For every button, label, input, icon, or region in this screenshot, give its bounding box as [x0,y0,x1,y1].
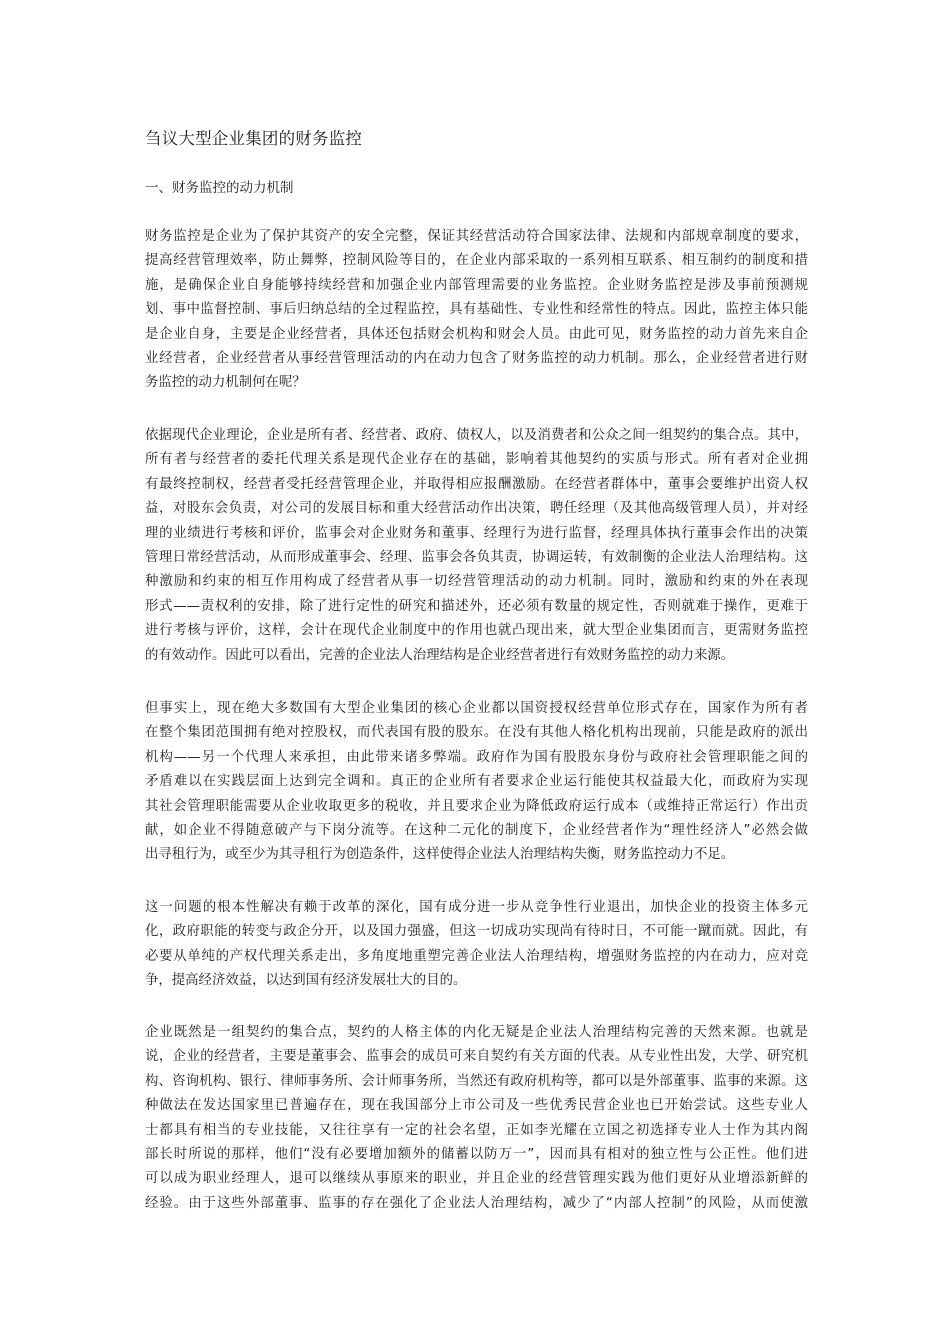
paragraph-line: 士都具有相当的专业技能，又往往享有一定的社会名望，正如李光耀在立国之初选择专业人士作为其内阁 [145,1122,808,1138]
paragraph-line: 所有者与经营者的委托代理关系是现代企业存在的基础，影响着其他契约的实质与形式。所有者对企业拥 [145,452,808,468]
paragraph-line: 益，对股东会负责，对公司的发展目标和重大经营活动作出决策，聘任经理（及其他高级管理人员），并对经 [145,501,808,517]
paragraph-line: 依据现代企业理论，企业是所有者、经营者、政府、债权人，以及消费者和公众之间一组契约的集合点。其中， [145,428,808,443]
paragraph-5 [145,1021,808,1216]
paragraph-line: 争，提高经济效益，以达到国有经济发展壮大的目的。 [145,973,467,989]
paragraph-line: 种做法在发达国家里已普遍存在，现在我国部分上市公司及一些优秀民营企业也已开始尝试。这些专业人 [145,1098,808,1114]
paragraph-line: 可以成为职业经理人，退可以继续从事原来的职业，并且企业的经营管理实践为他们更好从业增添新鲜的 [145,1171,808,1187]
paragraph-line: 业经营者，企业经营者从事经营管理活动的内在动力包含了财务监控的动力机制。那么，企业经营者进行财 [145,350,808,366]
paragraph-line: 构、咨询机构、银行、律师事务所、会计师事务所，当然还有政府机构等，都可以是外部董事、监事的来源。这 [145,1073,808,1089]
paragraph-3 [145,697,808,868]
paragraph-line: 必要从单纯的产权代理关系走出，多角度地重塑完善企业法人治理结构，增强财务监控的内在动力，应对竞 [145,948,808,964]
paragraph-line: 形式——责权利的安排，除了进行定性的研究和描述外，还必须有数量的规定性，否则就难于操作，更难于 [145,598,808,614]
paragraph-line: 但事实上，现在绝大多数国有大型企业集团的核心企业都以国资授权经营单位形式存在，国家作为所有者 [145,701,808,716]
paragraph-1 [145,225,808,396]
paragraph-line: 施，是确保企业自身能够持续经营和加强企业内部管理需要的业务监控。企业财务监控是涉及事前预测规 [145,277,808,293]
paragraph-line: 种激励和约束的相互作用构成了经营者从事一切经营管理活动的动力机制。同时，激励和约束的外在表现 [145,574,808,590]
section-heading: 一、财务监控的动力机制 [145,180,294,196]
paragraph-line: 理的业绩进行考核和评价，监事会对企业财务和董事、经理行为进行监督，经理具体执行董事会作出的决策 [145,525,808,541]
paragraph-line: 这一问题的根本性解决有赖于改革的深化，国有成分进一步从竞争性行业退出，加快企业的投资主体多元 [145,900,808,915]
paragraph-line: 经验。由于这些外部董事、监事的存在强化了企业法人治理结构，减少了“内部人控制”的风险，从而使激 [145,1195,808,1211]
paragraph-line: 其社会管理职能需要从企业收取更多的税收，并且要求企业为降低政府运行成本（或维持正常运行）作出贡 [145,798,808,814]
paragraph-line: 部长时所说的那样，他们“没有必要增加额外的储蓄以防万一”，因而具有相对的独立性与公正性。他们进 [145,1146,808,1162]
paragraph-line: 献，如企业不得随意破产与下岗分流等。在这种二元化的制度下，企业经营者作为“理性经济人”必然会做 [145,822,808,838]
paragraph-line: 机构——另一个代理人来承担，由此带来诸多弊端。政府作为国有股股东身份与政府社会管理职能之间的 [145,749,808,765]
paragraph-line: 有最终控制权，经营者受托经营管理企业，并取得相应报酬激励。在经营者群体中，董事会要维护出资人权 [145,476,808,492]
paragraph-line: 是企业自身，主要是企业经营者，具体还包括财会机构和财会人员。由此可见，财务监控的动力首先来自企 [145,326,808,342]
paragraph-line: 划、事中监督控制、事后归纳总结的全过程监控，具有基础性、专业性和经常性的特点。因此，监控主体只能 [145,302,808,318]
paragraph-line: 提高经营管理效率，防止舞弊，控制风险等目的，在企业内部采取的一系列相互联系、相互制约的制度和措 [145,253,808,269]
paragraph-line: 说，企业的经营者，主要是董事会、监事会的成员可来自契约有关方面的代表。从专业性出发，大学、研究机 [145,1049,808,1065]
paragraph-line: 出寻租行为，或至少为其寻租行为创造条件，这样使得企业法人治理结构失衡，财务监控动力不足。 [145,847,735,863]
paragraph-line: 企业既然是一组契约的集合点，契约的人格主体的内化无疑是企业法人治理结构完善的天然来源。也就是 [145,1025,808,1040]
paragraph-line: 的有效动作。因此可以看出，完善的企业法人治理结构是企业经营者进行有效财务监控的动力来源。 [145,647,735,663]
paragraph-line: 管理日常经营活动，从而形成董事会、经理、监事会各负其责，协调运转，有效制衡的企业法人治理结构。这 [145,549,808,565]
paragraph-line: 进行考核与评价，这样，会计在现代企业制度中的作用也就凸现出来，就大型企业集团而言，更需财务监控 [145,623,808,639]
paragraph-line: 矛盾难以在实践层面上达到完全调和。真正的企业所有者要求企业运行能使其权益最大化，而政府为实现 [145,774,808,790]
paragraph-line: 务监控的动力机制何在呢？ [145,375,306,391]
paragraph-2 [145,424,808,668]
paragraph-line: 化，政府职能的转变与政企分开，以及国力强盛，但这一切成功实现尚有待时日，不可能一蹴而就。因此，有 [145,924,808,940]
paragraph-line: 财务监控是企业为了保护其资产的安全完整，保证其经营活动符合国家法律、法规和内部规章制度的要求， [145,229,808,244]
paragraph-line: 在整个集团范围拥有绝对控股权，而代表国有股的股东。在没有其他人格化机构出现前，只能是政府的派出 [145,725,808,741]
paragraph-4 [145,896,808,994]
document-title: 刍议大型企业集团的财务监控 [145,129,363,148]
